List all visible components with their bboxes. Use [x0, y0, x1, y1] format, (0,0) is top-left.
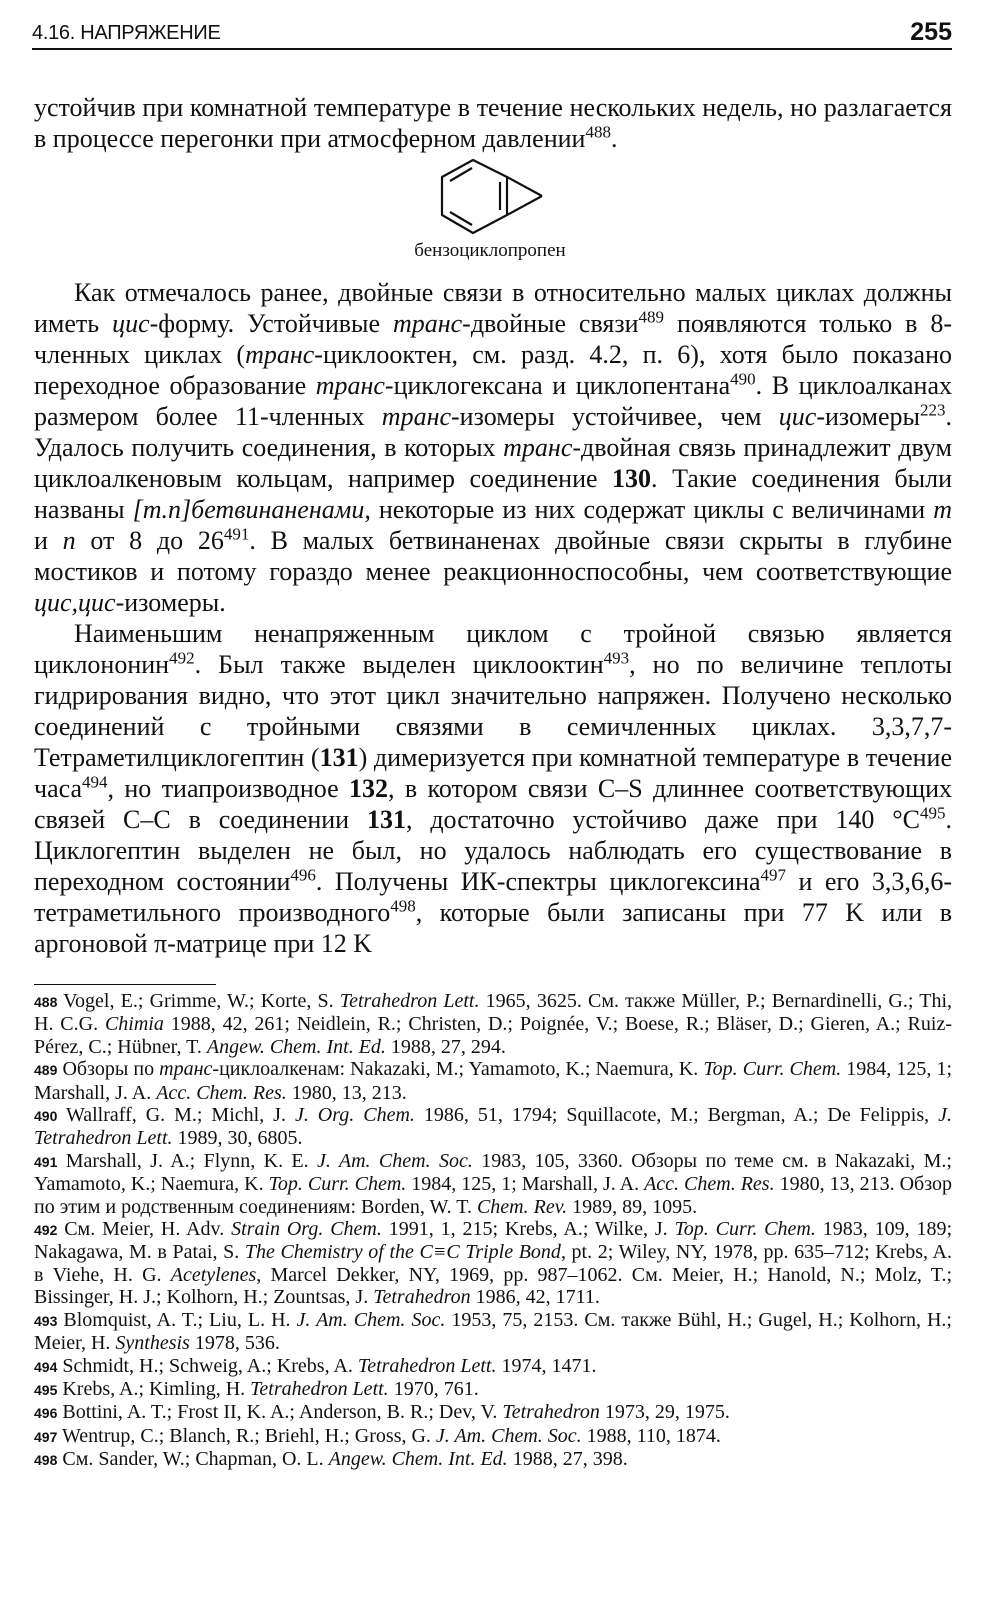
paragraph-trans-cycloalkenes: Как отмечалось ранее, двойные связи в относительно малых циклах должны иметь цис-форму. Устойчивые транс-двойные связи$^{489}$ появляются только в 8-членных циклах (транс-циклооктен, см. разд. 4.2, п. 6), хотя было показано переходное образование транс-циклогексана и циклопентана$^{490}$. В циклоалканах размером более 11-членных транс-изомеры устойчивее, чем цис-изомеры$^{223}$. Удалось получить соединения, в которых транс-двойная связь принадлежит двум циклоалкеновым кольцам, например соединение 130. Такие соединения были названы [m.n]бетвинаненами, некоторые из них содержат циклы с величинами m и n от 8 до $26^{491}$. В малых бетвинаненах двойные связи скрыты в глубине мостиков и потому гораздо менее реакционноспособны, чем соответствующие цис,цис-изомеры. — [34, 278, 952, 617]
footnote-492 — [34, 1218, 952, 1309]
footnote-text: 1988, 110, 1874. — [581, 1424, 721, 1447]
footnote-text: Wentrup, C.; Blanch, R.; Briehl, H.; Gross, G. — [57, 1424, 436, 1447]
figure-caption: бензоциклопропен — [414, 240, 566, 261]
footnote-text: Marshall, J. A.; Flynn, K. E. — [57, 1149, 318, 1172]
footnote-text: Обзоры по — [57, 1058, 160, 1081]
page-number: 255 — [910, 18, 952, 46]
citation-source: Acc. Chem. Res. — [156, 1081, 287, 1104]
footnote-number: 497 — [34, 1428, 58, 1445]
footnote-text: Schmidt, H.; Schweig, A.; Krebs, A. — [57, 1354, 358, 1377]
footnote-text: Vogel, E.; Grimme, W.; Korte, S. — [57, 990, 340, 1012]
footnote-498 — [34, 1448, 952, 1471]
citation-source: Acetylenes — [170, 1263, 257, 1286]
footnote-number: 495 — [34, 1381, 58, 1398]
ref-495: 495 — [920, 803, 946, 823]
footnote-text: Wallraff, G. M.; Michl, J. — [57, 1104, 295, 1127]
footnote-text: 1988, 42, 261; Neidlein, R.; Christen, D.; Poignée, V.; Boese, R.; Bläser, D.; Gieren, A.; Ruiz-Pérez, C.; Hübner, T. — [34, 1013, 952, 1058]
citation-source: Angew. Chem. Int. Ed. — [328, 1448, 508, 1471]
citation-source: Tetrahedron — [502, 1401, 600, 1424]
footnote-491 — [34, 1150, 952, 1218]
footnote-text: 1970, 761. — [388, 1377, 479, 1400]
footnote-text: 1984, 125, 1; Marshall, J. A. — [34, 1058, 953, 1104]
footnote-text: 1984, 125, 1; Marshall, J. A. — [406, 1173, 645, 1196]
footnote-number: 491 — [34, 1153, 58, 1170]
compound-132: 132 — [349, 774, 388, 803]
footnote-495 — [34, 1378, 952, 1401]
footnote-text: 1988, 27, 398. — [507, 1448, 628, 1471]
footnote-text: 1986, 51, 1794; Squillacote, M.; Bergman, A.; De Felippis, — [414, 1104, 939, 1127]
footnote-number: 494 — [34, 1358, 58, 1375]
footnote-number: 489 — [34, 1062, 58, 1079]
footnote-text: 1978, 536. — [189, 1332, 280, 1355]
citation-source: Tetrahedron Lett. — [357, 1354, 497, 1377]
footnote-number: 488 — [34, 994, 58, 1010]
footnote-text: 1980, 13, 213. — [286, 1081, 407, 1104]
footnote-497 — [34, 1425, 952, 1448]
ref-496: 496 — [290, 865, 316, 885]
footnote-text: 1989, 89, 1095. — [567, 1195, 698, 1218]
citation-source: J. Am. Chem. Soc. — [296, 1308, 446, 1331]
footnote-text: , pt. 2; Wiley, NY, 1978, pp. 635–712; Krebs, A. в Viehe, H. G. — [34, 1241, 952, 1286]
footnote-text: 1991, 1, 215; Krebs, A.; Wilke, J. — [381, 1218, 675, 1241]
footnote-text: Krebs, A.; Kimling, H. — [57, 1377, 251, 1400]
citation-source: Synthesis — [115, 1332, 190, 1355]
citation-source: J. Am. Chem. Soc. — [435, 1424, 582, 1447]
footnote-text: 1983, 105, 3360. Обзоры по теме см. в Nakazaki, M.; Yamamoto, K.; Naemura, K. — [34, 1149, 952, 1196]
citation-source: Acc. Chem. Res. — [644, 1173, 775, 1196]
ref-497: 497 — [760, 865, 787, 885]
citation-source: транс — [159, 1058, 213, 1081]
ref-492: 492 — [169, 648, 195, 668]
footnote-text: -циклоалкенам: Nakazaki, M.; Yamamoto, K.; Naemura, K. — [212, 1058, 704, 1081]
footnote-text: 1989, 30, 6805. — [172, 1127, 303, 1150]
ref-488: 488 — [585, 122, 611, 142]
citation-source: Strain Org. Chem. — [231, 1218, 382, 1241]
footnote-text: Blomquist, A. T.; Liu, L. H. — [57, 1308, 297, 1331]
betweenanene-term: [m.n]бетвинаненами, — [132, 495, 371, 524]
citation-source: Top. Curr. Chem. — [268, 1173, 407, 1196]
footnote-text: 1965, 3625. См. также Müller, P.; Bernardinelli, G.; Thi, H. C.G. — [34, 990, 952, 1036]
ref-498: 498 — [390, 896, 416, 916]
section-title: 4.16. НАПРЯЖЕНИЕ — [32, 22, 221, 44]
citation-source: Chem. Rev. — [476, 1195, 568, 1218]
ref-493: 493 — [603, 648, 630, 668]
compound-130: 130 — [612, 464, 652, 493]
ref-491: 491 — [223, 524, 250, 544]
paragraph-cycloalkynes: Наименьшим ненапряженным циклом с тройной связью является циклононин$^{492}$. Был также выделен циклооктин$^{493}$, но по величине теплоты гидрирования видно, что этот цикл значительно напряжен. Получено несколько соединений с тройными связями в семичленных циклах. 3,3,7,7-Тетраметилциклогептин (131) димеризуется при комнатной температуре в течение часа$^{494}$, но тиапроизводное 132, в котором связи C–S длиннее соответствующих связей C–C в соединении 131, достаточно устойчиво даже при 140 $^\circ C^{495}$. Циклогептин выделен не был, но удалось наблюдать его существование в переходном состоянии$^{496}$. Получены ИК-спектры циклогексина$^{497}$ и его 3,3,6,6-тетраметильного производного$^{498}$, которые были записаны при 77 K или в аргоновой π-матрице при 12 K — [34, 619, 953, 958]
citation-source: J. Tetrahedron Lett. — [34, 1104, 952, 1150]
citation-source: Top. Curr. Chem. — [674, 1218, 816, 1241]
footnote-496 — [34, 1401, 952, 1424]
citation-source: Tetrahedron — [373, 1286, 471, 1309]
running-header — [32, 14, 952, 50]
citation-source: Tetrahedron Lett. — [339, 990, 480, 1012]
footnotes-list — [34, 990, 952, 1472]
footnote-488 — [34, 990, 952, 1058]
footnote-text: 1973, 29, 1975. — [599, 1401, 730, 1424]
citation-source: Tetrahedron Lett. — [250, 1377, 389, 1400]
ref-494: 494 — [82, 772, 108, 792]
citation-source: Top. Curr. Chem. — [703, 1058, 842, 1081]
footnote-number: 493 — [34, 1312, 58, 1329]
footnote-number: 496 — [34, 1405, 58, 1422]
footnote-489 — [34, 1058, 952, 1104]
footnote-text: 1974, 1471. — [496, 1354, 597, 1377]
compound-131-second: 131 — [366, 805, 406, 834]
footnote-text: См. Meier, H. Adv. — [57, 1218, 232, 1241]
footnote-number: 498 — [34, 1452, 58, 1469]
citation-source: Chimia — [104, 1013, 164, 1036]
citation-source: J. Am. Chem. Soc. — [317, 1149, 473, 1172]
ref-489: 489 — [638, 307, 665, 327]
footnote-text: См. Sander, W.; Chapman, O. L. — [57, 1448, 329, 1471]
footnote-text: Bottini, A. T.; Frost II, K. A.; Anderson, B. R.; Dev, V. — [57, 1401, 503, 1424]
footnote-divider — [34, 984, 216, 985]
citation-source: The Chemistry of the C≡C Triple Bond — [244, 1241, 561, 1264]
footnote-text: 1983, 109, 189; Nakagawa, M. в Patai, S. — [34, 1218, 953, 1264]
footnote-text: 1986, 42, 1711. — [470, 1286, 600, 1309]
footnote-494 — [34, 1355, 952, 1378]
footnote-text: 1953, 75, 2153. См. также Bühl, H.; Gugel, H.; Kolhorn, H.; Meier, H. — [34, 1308, 952, 1355]
benzocyclopropene-structure — [438, 157, 548, 237]
footnote-text: , Marcel Dekker, NY, 1969, pp. 987–1062. См. Meier, H.; Hanold, N.; Molz, T.; Bissinger, H. J.; Kolhorn, H.; Zountsas, J. — [34, 1263, 953, 1309]
footnote-number: 490 — [34, 1108, 58, 1125]
ref-490: 490 — [730, 369, 756, 389]
ref-223: 223 — [920, 400, 946, 420]
compound-131: 131 — [319, 743, 359, 772]
footnote-490 — [34, 1104, 952, 1150]
footnote-number: 492 — [34, 1222, 58, 1239]
footnote-text: 1988, 27, 294. — [385, 1035, 506, 1058]
footnote-493 — [34, 1309, 952, 1355]
citation-source: J. Org. Chem. — [294, 1104, 415, 1127]
footnote-text: 1980, 13, 213. Обзор по этим и родственным соединениям: Borden, W. T. — [34, 1173, 953, 1218]
citation-source: Angew. Chem. Int. Ed. — [206, 1035, 386, 1058]
intro-paragraph: устойчив при комнатной температуре в течение нескольких недель, но разлагается в процессе перегонки при атмосферном давлении$^{488}$. — [34, 93, 952, 153]
